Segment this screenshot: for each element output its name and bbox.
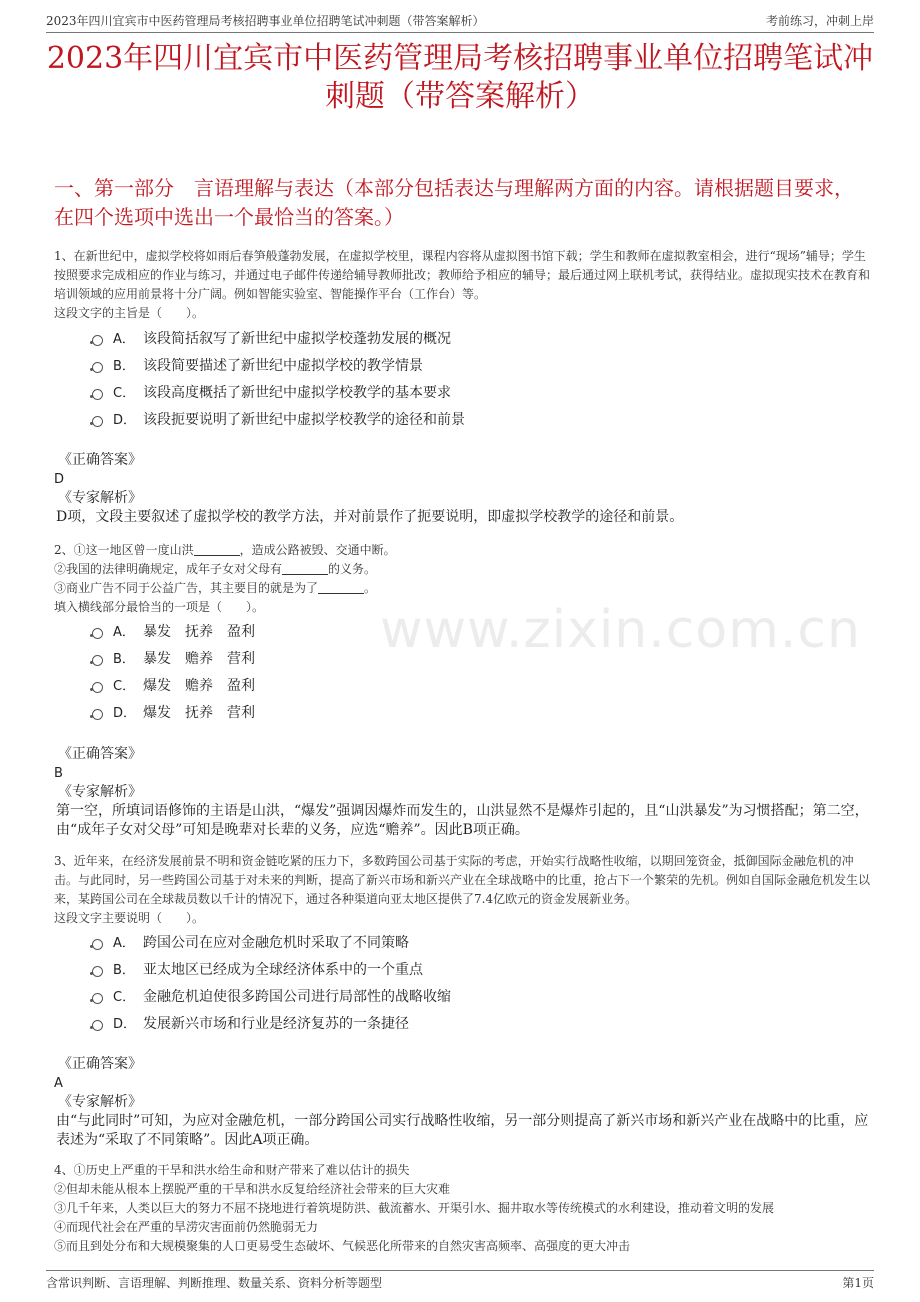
analysis-label: 《专家解析》 bbox=[58, 490, 142, 506]
question-2-prompt: 填入横线部分最恰当的一项是（ ）。 bbox=[54, 600, 265, 614]
answer-value: D bbox=[54, 472, 65, 487]
option-text: 亚太地区已经成为全球经济体系中的一个重点 bbox=[143, 961, 423, 978]
option-3c[interactable] bbox=[92, 982, 870, 1009]
answer-label: 《正确答案》 bbox=[58, 452, 142, 468]
question-1-stem bbox=[54, 247, 870, 323]
fill-blank bbox=[282, 562, 328, 575]
option-text: 跨国公司在应对金融危机时采取了不同策略 bbox=[143, 934, 409, 951]
option-text: 该段高度概括了新世纪中虚拟学校教学的基本要求 bbox=[143, 384, 451, 401]
option-2d[interactable] bbox=[92, 698, 870, 725]
option-letter: B． bbox=[113, 963, 135, 978]
fill-blank bbox=[318, 581, 364, 594]
option-3b[interactable] bbox=[92, 955, 870, 982]
radio-icon[interactable] bbox=[92, 966, 103, 977]
option-letter: D． bbox=[113, 706, 137, 721]
option-1c[interactable] bbox=[92, 378, 870, 405]
question-4-line: ④而现代社会在严重的旱涝灾害面前仍然脆弱无力 bbox=[54, 1220, 319, 1234]
analysis-text: 第一空，所填词语修饰的主语是山洪，“爆发”强调因爆炸而发生的，山洪显然不是爆炸引起的，且“山洪暴发”为习惯搭配；第二空，由“成年子女对父母”可知是晚辈对长辈的义务，应选“赡养”。因此B项正确。 bbox=[56, 803, 869, 838]
option-letter: B． bbox=[113, 652, 135, 667]
option-letter: C． bbox=[113, 990, 136, 1005]
question-3-stem bbox=[54, 852, 870, 928]
option-letter: C． bbox=[113, 679, 136, 694]
option-2c[interactable] bbox=[92, 671, 870, 698]
answer-label: 《正确答案》 bbox=[58, 1056, 142, 1072]
question-4-line: 4、①历史上严重的干旱和洪水给生命和财产带来了难以估计的损失 bbox=[54, 1163, 410, 1177]
analysis-label: 《专家解析》 bbox=[58, 1094, 142, 1110]
section-heading: 一、第一部分 言语理解与表达（本部分包括表达与理解两方面的内容。请根据题目要求，在四个选项中选出一个最恰当的答案。） bbox=[54, 176, 854, 229]
option-letter: D． bbox=[113, 413, 137, 428]
option-text: 爆发 抚养 营利 bbox=[143, 704, 255, 721]
question-3-text: 3、近年来，在经济发展前景不明和资金链吃紧的压力下，多数跨国公司基于实际的考虑，开始实行战略性收缩，以期回笼资金，抵御国际金融危机的冲击。与此同时，另一些跨国公司基于对未来的判断，提高了新兴市场和新兴产业在全球战略中的比重，抢占下一个繁荣的先机。例如自国际金融危机发生以来，某跨国公司在全球裁员数以千计的情况下，通过各种渠道向亚太地区提供了7.4亿欧元的资金发展新业务。 bbox=[54, 854, 871, 906]
question-4-stem bbox=[54, 1161, 870, 1256]
option-1b[interactable] bbox=[92, 351, 870, 378]
header-doc-title: 2023年四川宜宾市中医药管理局考核招聘事业单位招聘笔试冲刺题（带答案解析） bbox=[46, 14, 485, 28]
option-text: 爆发 赡养 盈利 bbox=[143, 677, 255, 694]
question-1-options bbox=[92, 324, 870, 432]
question-3-answer-block bbox=[54, 1055, 870, 1150]
option-letter: C． bbox=[113, 386, 136, 401]
question-3-options bbox=[92, 928, 870, 1036]
option-3d[interactable] bbox=[92, 1009, 870, 1036]
analysis-label: 《专家解析》 bbox=[58, 784, 142, 800]
answer-value: A bbox=[54, 1076, 63, 1091]
radio-icon[interactable] bbox=[92, 389, 103, 400]
analysis-text: 由“与此同时”可知，为应对金融危机，一部分跨国公司实行战略性收缩，另一部分则提高了新兴市场和新兴产业在战略中的比重，应表述为“采取了不同策略”。因此A项正确。 bbox=[56, 1113, 869, 1148]
radio-icon[interactable] bbox=[92, 1020, 103, 1031]
radio-icon[interactable] bbox=[92, 655, 103, 666]
option-text: 金融危机迫使很多跨国公司进行局部性的战略收缩 bbox=[143, 988, 451, 1005]
option-text: 该段简括叙写了新世纪中虚拟学校蓬勃发展的概况 bbox=[143, 330, 451, 347]
question-1-answer-block bbox=[54, 451, 870, 527]
question-2-options bbox=[92, 617, 870, 725]
option-1a[interactable] bbox=[92, 324, 870, 351]
question-2-answer-block bbox=[54, 745, 870, 840]
option-text: 该段简要描述了新世纪中虚拟学校的教学情景 bbox=[143, 357, 423, 374]
question-1-prompt: 这段文字的主旨是（ ）。 bbox=[54, 306, 205, 320]
question-4-line: ③几千年来，人类以巨大的努力不屈不挠地进行着筑堤防洪、截流蓄水、开渠引水、掘井取水等传统模式的水利建设，推动着文明的发展 bbox=[54, 1201, 775, 1215]
option-letter: A． bbox=[113, 625, 135, 640]
radio-icon[interactable] bbox=[92, 993, 103, 1004]
option-letter: A． bbox=[113, 332, 135, 347]
question-1-text: 1、在新世纪中，虚拟学校将如雨后春笋般蓬勃发展，在虚拟学校里，课程内容将从虚拟图书馆下载；学生和教师在虚拟教室相会，进行“现场”辅导；学生按照要求完成相应的作业与练习，并通过电子邮件传递给辅导教师批改；教师给予相应的辅导；最后通过网上联机考试，获得结业。虚拟现实技术在教育和培训领域的应用前景将十分广阔。例如智能实验室、智能操作平台（工作台）等。 bbox=[54, 249, 871, 301]
watermark: www.zixin.com.cn bbox=[380, 600, 861, 660]
option-2a[interactable] bbox=[92, 617, 870, 644]
page-header bbox=[46, 12, 874, 33]
option-letter: D． bbox=[113, 1017, 137, 1032]
radio-icon[interactable] bbox=[92, 939, 103, 950]
option-text: 发展新兴市场和行业是经济复苏的一条捷径 bbox=[143, 1015, 409, 1032]
radio-icon[interactable] bbox=[92, 362, 103, 373]
radio-icon[interactable] bbox=[92, 628, 103, 639]
option-1d[interactable] bbox=[92, 405, 870, 432]
analysis-text: D项，文段主要叙述了虚拟学校的教学方法，并对前景作了扼要说明，即虚拟学校教学的途径和前景。 bbox=[56, 509, 684, 525]
option-text: 该段扼要说明了新世纪中虚拟学校教学的途径和前景 bbox=[143, 411, 465, 428]
question-2-stem bbox=[54, 541, 870, 617]
question-4-line: ②但却未能从根本上摆脱严重的干旱和洪水反复给经济社会带来的巨大灾难 bbox=[54, 1182, 451, 1196]
option-letter: A． bbox=[113, 936, 135, 951]
radio-icon[interactable] bbox=[92, 416, 103, 427]
page-footer bbox=[46, 1270, 874, 1291]
radio-icon[interactable] bbox=[92, 335, 103, 346]
question-2-line-3: ③商业广告不同于公益广告，其主要目的就是为了 。 bbox=[54, 581, 377, 595]
radio-icon[interactable] bbox=[92, 682, 103, 693]
radio-icon[interactable] bbox=[92, 709, 103, 720]
option-3a[interactable] bbox=[92, 928, 870, 955]
question-4-line: ⑤而且到处分布和大规模聚集的人口更易受生态破坏、气候恶化所带来的自然灾害高频率、高强度的更大冲击 bbox=[54, 1239, 631, 1253]
answer-label: 《正确答案》 bbox=[58, 746, 142, 762]
footer-description: 含常识判断、言语理解、判断推理、数量关系、资料分析等题型 bbox=[46, 1276, 383, 1290]
option-2b[interactable] bbox=[92, 644, 870, 671]
answer-value: B bbox=[54, 766, 63, 781]
page-number: 第1页 bbox=[842, 1276, 874, 1290]
option-text: 暴发 抚养 盈利 bbox=[143, 623, 255, 640]
question-3-prompt: 这段文字主要说明（ ）。 bbox=[54, 911, 205, 925]
question-2-line-2: ②我国的法律明确规定，成年子女对父母有 的义务。 bbox=[54, 562, 377, 576]
document-title: 2023年四川宜宾市中医药管理局考核招聘事业单位招聘笔试冲刺题（带答案解析） bbox=[46, 41, 874, 114]
question-2-line-1: 2、①这一地区曾一度山洪 ，造成公路被毁、交通中断。 bbox=[54, 543, 396, 557]
option-letter: B． bbox=[113, 359, 135, 374]
option-text: 暴发 赡养 营利 bbox=[143, 650, 255, 667]
fill-blank bbox=[194, 543, 240, 556]
header-slogan: 考前练习，冲刺上岸 bbox=[765, 14, 874, 28]
